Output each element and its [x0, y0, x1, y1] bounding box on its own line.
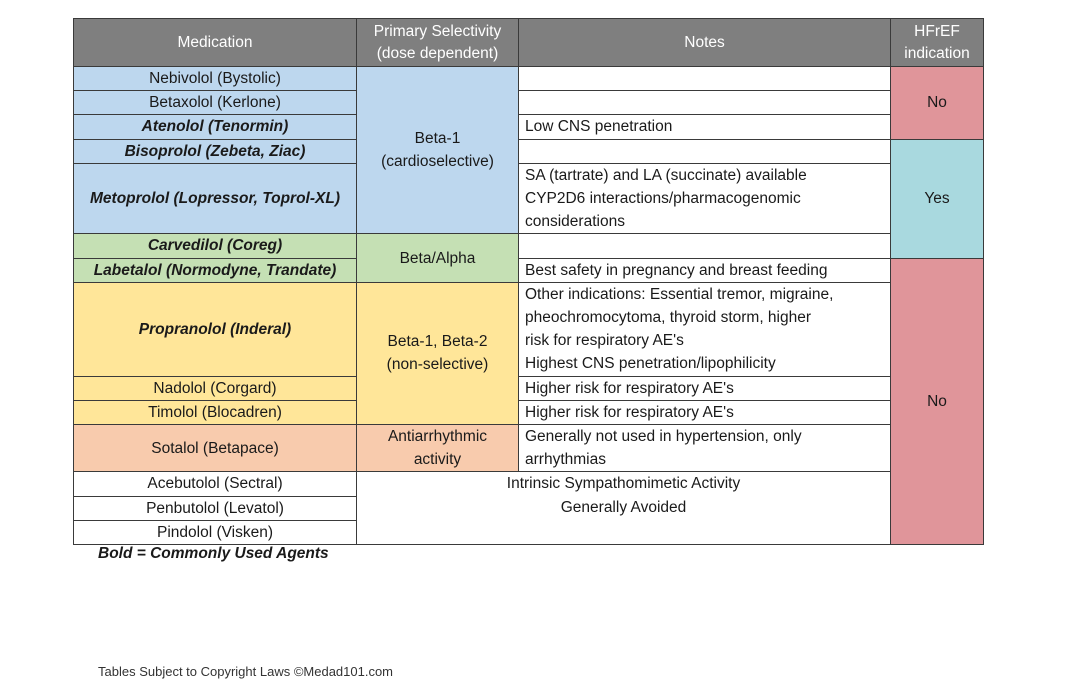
header-selectivity-line1: Primary Selectivity: [373, 22, 502, 40]
header-hfref-line1: HFrEF: [914, 22, 960, 40]
medication-cell: Pindolol (Visken): [74, 520, 357, 544]
medication-cell: Metoprolol (Lopressor, Toprol-XL): [74, 163, 357, 234]
notes-line: Other indications: Essential tremor, migraine,: [525, 285, 834, 303]
selectivity-antiarrhythmic-cell: [357, 425, 519, 472]
notes-cell: [519, 282, 891, 376]
table-row: [74, 258, 984, 282]
table-row: [74, 400, 984, 424]
notes-cell: [519, 139, 891, 163]
notes-cell: [519, 234, 891, 258]
header-notes: Notes: [519, 19, 891, 67]
beta-blocker-table: [73, 18, 984, 545]
notes-line: pheochromocytoma, thyroid storm, higher: [525, 309, 812, 327]
selectivity-beta1-cell: [357, 67, 519, 234]
selectivity-beta1-line2: (cardioselective): [381, 153, 494, 171]
selectivity-nonselective-line1: Beta-1, Beta-2: [387, 333, 488, 351]
medication-cell: Nadolol (Corgard): [74, 376, 357, 400]
isa-line1: Intrinsic Sympathomimetic Activity: [506, 475, 741, 493]
selectivity-nonselective-cell: [357, 282, 519, 424]
isa-cell: [357, 472, 891, 545]
hfref-no-cell: No: [891, 258, 984, 544]
selectivity-antiarrhythmic-line1: Antiarrhythmic: [387, 428, 488, 446]
medication-cell: Timolol (Blocadren): [74, 400, 357, 424]
header-selectivity: [357, 19, 519, 67]
selectivity-beta-alpha-cell: Beta/Alpha: [357, 234, 519, 282]
table-row: [74, 376, 984, 400]
hfref-yes-cell: Yes: [891, 139, 984, 258]
medication-cell: Atenolol (Tenormin): [74, 115, 357, 139]
medication-cell: Sotalol (Betapace): [74, 425, 357, 472]
copyright-footer: Tables Subject to Copyright Laws ©Medad101.com: [98, 664, 394, 679]
selectivity-antiarrhythmic-line2: activity: [413, 451, 462, 469]
notes-line: Highest CNS penetration/lipophilicity: [525, 355, 776, 373]
notes-line: considerations: [525, 213, 625, 231]
medication-cell: Nebivolol (Bystolic): [74, 67, 357, 91]
table-row: [74, 91, 984, 115]
table-row: [74, 139, 984, 163]
table-row: [74, 163, 984, 234]
notes-cell: Best safety in pregnancy and breast feeding: [519, 258, 891, 282]
table-row: [74, 234, 984, 258]
notes-cell: [519, 425, 891, 472]
selectivity-beta1-line1: Beta-1: [414, 130, 461, 147]
hfref-no-cell: No: [891, 67, 984, 140]
medication-cell: Propranolol (Inderal): [74, 282, 357, 376]
notes-cell: [519, 67, 891, 91]
table-row: [74, 282, 984, 376]
table-row: [74, 472, 984, 496]
medication-cell: Labetalol (Normodyne, Trandate): [74, 258, 357, 282]
header-selectivity-line2: (dose dependent): [376, 44, 499, 62]
notes-cell: [519, 91, 891, 115]
header-hfref: [891, 19, 984, 67]
isa-line2: Generally Avoided: [560, 498, 687, 516]
notes-cell: Higher risk for respiratory AE's: [519, 400, 891, 424]
medication-cell: Carvedilol (Coreg): [74, 234, 357, 258]
legend-note: Bold = Commonly Used Agents: [98, 545, 329, 562]
notes-line: arrhythmias: [525, 451, 606, 469]
medication-cell: Penbutolol (Levatol): [74, 496, 357, 520]
table-row: [74, 67, 984, 91]
table-row: [74, 115, 984, 139]
header-hfref-line2: indication: [904, 44, 970, 62]
notes-line: SA (tartrate) and LA (succinate) available: [525, 166, 807, 184]
notes-cell: Higher risk for respiratory AE's: [519, 376, 891, 400]
medication-cell: Acebutolol (Sectral): [74, 472, 357, 496]
notes-line: Generally not used in hypertension, only: [525, 428, 802, 446]
header-medication: Medication: [74, 19, 357, 67]
notes-line: CYP2D6 interactions/pharmacogenomic: [525, 190, 801, 208]
table-row: [74, 425, 984, 472]
selectivity-nonselective-line2: (non-selective): [386, 356, 489, 374]
medication-cell: Bisoprolol (Zebeta, Ziac): [74, 139, 357, 163]
header-row: [74, 19, 984, 67]
notes-cell: [519, 163, 891, 234]
notes-line: risk for respiratory AE's: [525, 332, 684, 350]
medication-cell: Betaxolol (Kerlone): [74, 91, 357, 115]
notes-cell: Low CNS penetration: [519, 115, 891, 139]
